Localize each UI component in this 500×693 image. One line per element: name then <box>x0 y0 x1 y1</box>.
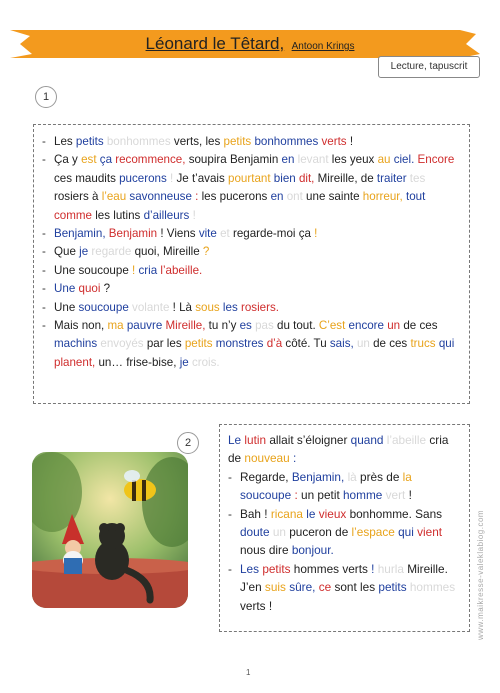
site-watermark: www.maikresse-valeklabiog.com <box>476 509 485 640</box>
book-title: Léonard le Têtard, <box>145 34 285 53</box>
page-number: 1 <box>246 668 251 677</box>
text-box-2 <box>219 424 470 632</box>
section-number-1: 1 <box>35 86 57 108</box>
lesson-type-tag: Lecture, tapuscrit <box>378 56 480 78</box>
dialogue-line: - Bah ! ricana le vieux bonhomme. Sans doute un puceron de l’espace qui vient nous dire bonjour. <box>228 505 463 560</box>
dialogue-line: - Mais non, ma pauvre Mireille, tu n’y es pas du tout. C’est encore un de ces machins envoyés par les petits monstres d’à côté. Tu sais, un de ces trucs qui planent, un… frise-bise, je crois. <box>42 317 463 372</box>
dialogue-line: - Les petits bonhommes verts, les petits bonhommes verts ! <box>42 133 463 151</box>
dialogue-line: - Une soucoupe volante ! Là sous les rosiers. <box>42 299 463 317</box>
narration-line: Le lutin allait s’éloigner quand l’abeille cria de nouveau : <box>228 433 449 466</box>
story-illustration <box>32 452 188 608</box>
dialogue-line: - Une soucoupe ! cria l’abeille. <box>42 262 463 280</box>
page-title <box>0 34 500 54</box>
section-number-2: 2 <box>177 432 199 454</box>
dialogue-line: - Que je regarde quoi, Mireille ? <box>42 243 463 261</box>
text-box-1 <box>33 124 470 404</box>
dialogue-line: - Les petits hommes verts ! hurla Mireille. J’en suis sûre, ce sont les petits hommes verts ! <box>228 560 463 615</box>
dialogue-line: - Une quoi ? <box>42 280 463 298</box>
dialogue-line: - Benjamin, Benjamin ! Viens vite et regarde-moi ça ! <box>42 225 463 243</box>
dialogue-line: - Regarde, Benjamin, là près de la soucoupe : un petit homme vert ! <box>228 468 463 505</box>
dialogue-line: - Ça y est ça recommence, soupira Benjamin en levant les yeux au ciel. Encore ces maudits pucerons ! Je t’avais pourtant bien dit, Mireille, de traiter tes rosiers à l’eau savonneuse : les pucerons en ont une sainte horreur, tout comme les lutins d’ailleurs ! <box>42 151 463 225</box>
book-author: Antoon Krings <box>291 41 355 52</box>
